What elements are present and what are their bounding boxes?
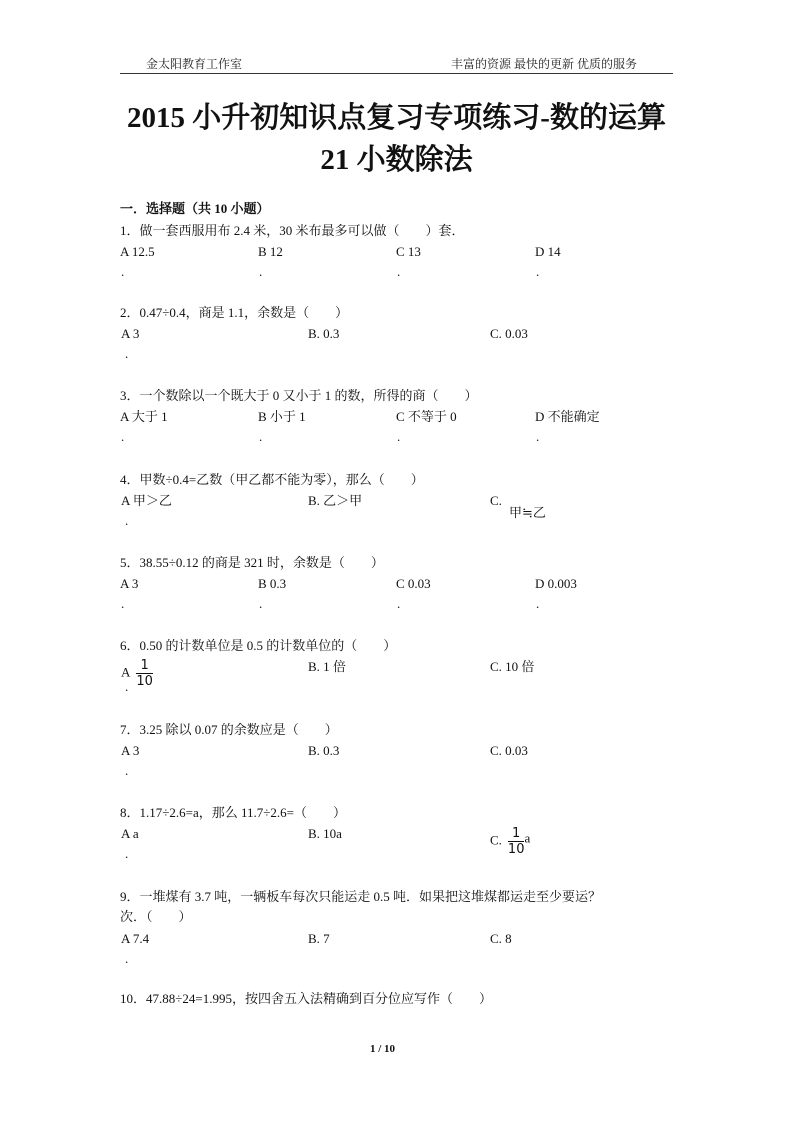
- question-4-text: 4．甲数÷0.4=乙数（甲乙都不能为零），那么（ ）: [120, 472, 424, 487]
- section-heading: 一．选择题（共 10 小题）: [120, 201, 270, 216]
- option-label: C.: [490, 493, 502, 508]
- option-dot: .: [259, 264, 263, 279]
- question-1-option-c[interactable]: [396, 244, 421, 260]
- option-label: B. 1 倍: [308, 659, 346, 674]
- question-9-option-b[interactable]: [308, 931, 330, 947]
- option-label: A: [121, 664, 131, 680]
- option-label: B. 7: [308, 931, 330, 946]
- question-2-option-b[interactable]: [308, 326, 339, 342]
- question-3-option-a[interactable]: [120, 409, 168, 425]
- option-label: A 3: [121, 743, 140, 758]
- question-8-text: 8．1.17÷2.6=a，那么 11.7÷2.6=（ ）: [120, 805, 346, 820]
- option-label: A 3: [121, 326, 140, 341]
- option-label: A a: [121, 826, 139, 841]
- denominator: 10: [507, 842, 525, 857]
- option-dot: .: [536, 264, 540, 279]
- question-3-option-b[interactable]: [258, 409, 306, 425]
- question-5-option-c[interactable]: [396, 576, 431, 592]
- question-1-option-d[interactable]: [535, 244, 561, 260]
- option-label: A 7.4: [121, 931, 150, 946]
- option-dot: .: [121, 264, 125, 279]
- question-6-option-c[interactable]: [490, 659, 534, 675]
- option-label: C 不等于 0: [396, 409, 457, 424]
- question-2-option-c[interactable]: [490, 326, 528, 342]
- option-label: B. 0.3: [308, 326, 340, 341]
- option-label: C. 0.03: [490, 326, 528, 341]
- question-3-option-d[interactable]: [535, 409, 600, 425]
- option-label: A 12.5: [120, 244, 155, 259]
- question-9-option-a[interactable]: [121, 931, 149, 947]
- question-7-option-b[interactable]: [308, 743, 339, 759]
- option-dot: .: [397, 429, 401, 444]
- option-label: B 12: [258, 244, 283, 259]
- denominator: 10: [136, 674, 153, 689]
- fraction: [508, 826, 525, 857]
- question-8-option-b[interactable]: [308, 826, 342, 842]
- question-4-option-c-value: 甲≒乙: [509, 505, 546, 520]
- option-dot: .: [397, 596, 401, 611]
- question-8-option-a[interactable]: [121, 826, 139, 842]
- question-4-option-a[interactable]: [121, 493, 172, 509]
- option-label: B. 0.3: [308, 743, 340, 758]
- option-dot: .: [125, 846, 129, 861]
- option-dot: .: [125, 513, 129, 528]
- option-label: D 0.003: [535, 576, 577, 591]
- page-number: 1 / 10: [370, 1043, 396, 1055]
- option-label: D 14: [535, 244, 561, 259]
- option-dot: .: [125, 951, 129, 966]
- question-6-option-b[interactable]: [308, 659, 346, 675]
- question-5-option-d[interactable]: [535, 576, 577, 592]
- option-label: C.: [490, 832, 502, 848]
- question-2-option-a[interactable]: [121, 326, 139, 342]
- question-2-text: 2．0.47÷0.4，商是 1.1，余数是（ ）: [120, 305, 349, 320]
- option-label: A 3: [120, 576, 139, 591]
- option-label: C. 8: [490, 931, 512, 946]
- question-9-option-c[interactable]: [490, 931, 512, 947]
- question-3-option-c[interactable]: [396, 409, 457, 425]
- title-line-2: 21 小数除法: [320, 144, 473, 176]
- question-1-text: 1．做一套西服用布 2.4 米，30 米布最多可以做（ ）套．: [120, 223, 465, 238]
- question-9-text: 次．（ ）: [120, 909, 192, 924]
- numerator: 1: [508, 826, 525, 842]
- title-line-1: 2015 小升初知识点复习专项练习-数的运算: [127, 102, 666, 134]
- question-5-text: 5．38.55÷0.12 的商是 321 时，余数是（ ）: [120, 555, 384, 570]
- question-4-option-c[interactable]: [490, 493, 502, 509]
- option-label: C. 0.03: [490, 743, 528, 758]
- option-dot: .: [536, 429, 540, 444]
- question-1-option-a[interactable]: [120, 244, 155, 260]
- header-divider: [120, 73, 673, 74]
- question-5-option-a[interactable]: [120, 576, 138, 592]
- question-5-option-b[interactable]: [258, 576, 286, 592]
- header-left: 金太阳教育工作室: [146, 57, 243, 71]
- question-1-option-b[interactable]: [258, 244, 283, 260]
- question-9-text: 9．一堆煤有 3.7 吨，一辆板车每次只能运走 0.5 吨．如果把这堆煤都运走至少要运？: [120, 889, 602, 904]
- option-label: B 0.3: [258, 576, 287, 591]
- option-label: B. 10a: [308, 826, 342, 841]
- question-6-text: 6．0.50 的计数单位是 0.5 的计数单位的（ ）: [120, 638, 397, 653]
- question-7-text: 7．3.25 除以 0.07 的余数应是（ ）: [120, 722, 338, 737]
- option-dot: .: [121, 429, 125, 444]
- option-dot: .: [125, 763, 129, 778]
- option-label: D 不能确定: [535, 409, 600, 424]
- option-dot: .: [121, 596, 125, 611]
- header-right: 丰富的资源 最快的更新 优质的服务: [451, 57, 638, 71]
- option-label: C. 10 倍: [490, 659, 535, 674]
- fraction-suffix: a: [524, 830, 531, 846]
- question-3-text: 3．一个数除以一个既大于 0 又小于 1 的数，所得的商（ ）: [120, 388, 478, 403]
- option-dot: .: [259, 429, 263, 444]
- question-7-option-a[interactable]: [121, 743, 139, 759]
- option-dot: .: [125, 346, 129, 361]
- question-7-option-c[interactable]: [490, 743, 528, 759]
- fraction: [136, 658, 153, 689]
- option-dot: .: [397, 264, 401, 279]
- question-10-text: 10．47.88÷24=1.995，按四舍五入法精确到百分位应写作（ ）: [120, 991, 492, 1006]
- option-label: B. 乙＞甲: [308, 493, 363, 508]
- option-label: B 小于 1: [258, 409, 306, 424]
- numerator: 1: [136, 658, 153, 674]
- option-dot: .: [536, 596, 540, 611]
- question-8-option-c[interactable]: [490, 826, 530, 857]
- option-label: A 甲＞乙: [121, 493, 172, 508]
- option-dot: .: [259, 596, 263, 611]
- option-label: C 0.03: [396, 576, 431, 591]
- option-label: A 大于 1: [120, 409, 168, 424]
- question-4-option-b[interactable]: [308, 493, 362, 509]
- option-label: C 13: [396, 244, 421, 259]
- option-dot: .: [125, 679, 129, 694]
